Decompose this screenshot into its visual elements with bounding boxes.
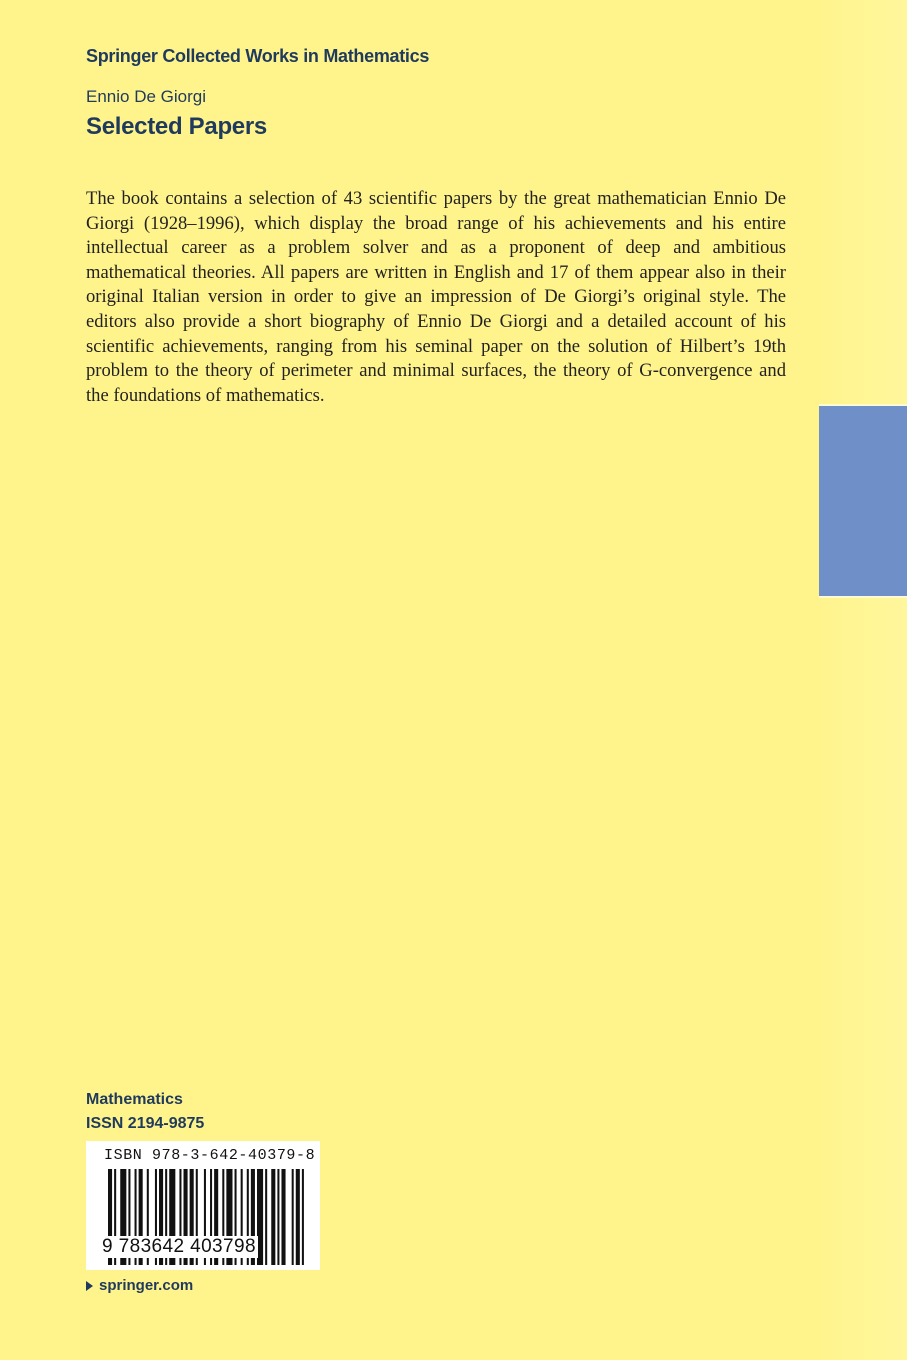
blue-color-tab	[819, 406, 907, 596]
website-link[interactable]	[86, 1277, 193, 1294]
issn-label: ISSN 2194-9875	[86, 1115, 205, 1132]
barcode-digits: 9 783642 403798	[102, 1236, 256, 1257]
author-name: Ennio De Giorgi	[86, 87, 207, 106]
website-label: springer.com	[99, 1277, 194, 1294]
isbn-text: ISBN 978-3-642-40379-8	[104, 1147, 316, 1164]
book-title: Selected Papers	[86, 113, 267, 140]
arrow-right-icon	[86, 1281, 93, 1291]
description-text: The book contains a selection of 43 scientific papers by the great mathematician Ennio De Giorgi (1928–1996), which display the broad range of his achievements and his entire intellectual career as a problem solver and as a proponent of deep and ambitious mathematical theories. All papers are written in English and 17 of them appear also in their original Italian version in order to give an impression of De Giorgi’s original style. The editors also provide a short biography of Ennio De Giorgi and a detailed account of his scientific achievements, ranging from his seminal paper on the solution of Hilbert’s 19th problem to the theory of perimeter and minimal surfaces, the theory of G-convergence and the foundations of mathematics.	[86, 188, 786, 406]
barcode-box	[86, 1141, 320, 1270]
subject-label: Mathematics	[86, 1091, 183, 1108]
spine-shade	[817, 0, 907, 1360]
series-name: Springer Collected Works in Mathematics	[86, 46, 430, 66]
